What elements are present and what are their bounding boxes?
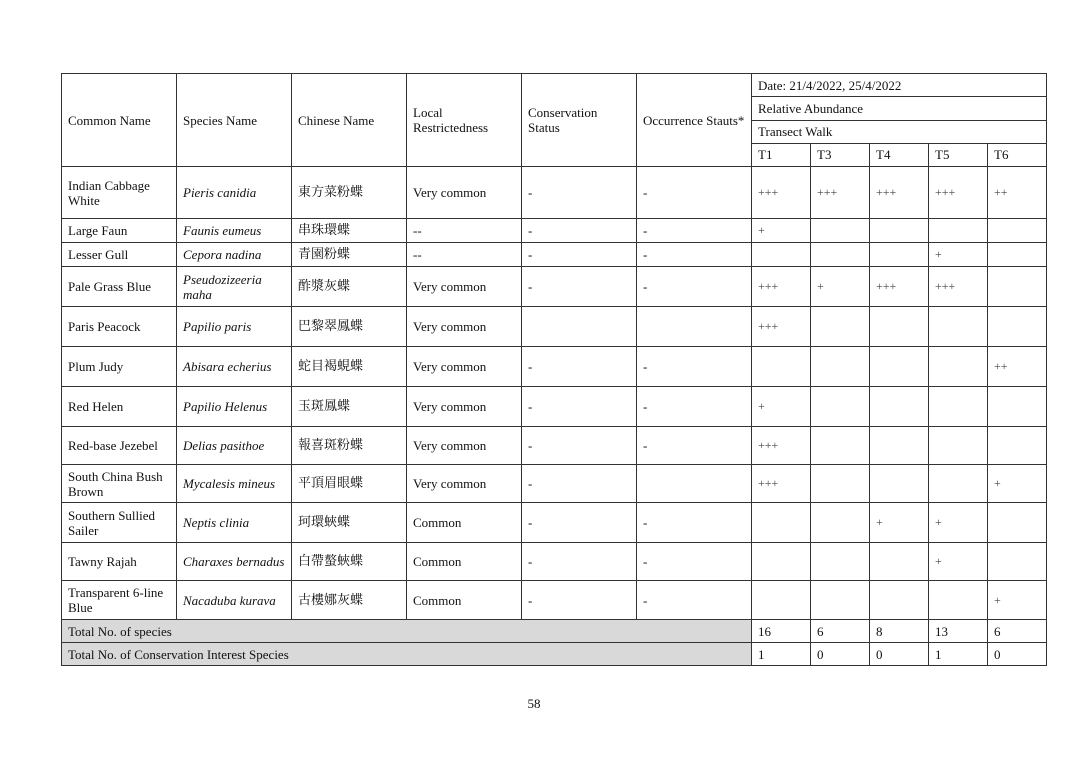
table-row — [62, 465, 1047, 503]
abundance-cell — [752, 581, 811, 620]
local-restrictedness-cell: Common — [407, 543, 522, 581]
local-restrictedness-cell: Very common — [407, 167, 522, 219]
abundance-cell: + — [929, 503, 988, 543]
total-species-row — [62, 620, 1047, 643]
page-number: 58 — [527, 696, 541, 711]
conservation-status-cell: - — [522, 267, 637, 307]
local-restrictedness-cell: Common — [407, 503, 522, 543]
abundance-cell — [752, 543, 811, 581]
abundance-cell — [870, 465, 929, 503]
local-restrictedness-cell: Very common — [407, 465, 522, 503]
conservation-status-cell: - — [522, 219, 637, 243]
chinese-name-cell: 古樓娜灰蝶 — [292, 581, 407, 620]
chinese-name-cell: 白帶螯蛺蝶 — [292, 543, 407, 581]
local-restrictedness-cell: Very common — [407, 427, 522, 465]
abundance-cell: +++ — [870, 267, 929, 307]
chinese-name-cell: 蛇目褐蜆蝶 — [292, 347, 407, 387]
chinese-name-cell: 酢漿灰蝶 — [292, 267, 407, 307]
total-conservation-row-value: 0 — [811, 643, 870, 666]
species-name-cell: Faunis eumeus — [177, 219, 292, 243]
species-name-cell: Charaxes bernadus — [177, 543, 292, 581]
local-restrictedness-cell: Very common — [407, 347, 522, 387]
header-relative-abundance: Relative Abundance — [752, 97, 1047, 120]
abundance-cell — [811, 427, 870, 465]
total-species-row-label: Total No. of species — [62, 620, 752, 643]
abundance-cell — [811, 465, 870, 503]
table-row — [62, 427, 1047, 465]
occurrence-status-cell: - — [637, 267, 752, 307]
chinese-name-cell: 報喜斑粉蝶 — [292, 427, 407, 465]
common-name-cell: Tawny Rajah — [62, 543, 177, 581]
common-name-cell: Plum Judy — [62, 347, 177, 387]
conservation-status-cell: - — [522, 347, 637, 387]
species-name-cell: Nacaduba kurava — [177, 581, 292, 620]
abundance-cell: + — [929, 543, 988, 581]
header-transect-t3: T3 — [811, 143, 870, 166]
header-survey-date: Date: 21/4/2022, 25/4/2022 — [752, 74, 1047, 97]
abundance-cell — [811, 219, 870, 243]
total-conservation-row-label: Total No. of Conservation Interest Species — [62, 643, 752, 666]
table-row — [62, 219, 1047, 243]
abundance-cell — [811, 307, 870, 347]
occurrence-status-cell: - — [637, 347, 752, 387]
local-restrictedness-cell: Very common — [407, 267, 522, 307]
occurrence-status-cell: - — [637, 427, 752, 465]
total-conservation-row-value: 0 — [870, 643, 929, 666]
local-restrictedness-cell: Common — [407, 581, 522, 620]
abundance-cell — [988, 267, 1047, 307]
occurrence-status-cell — [637, 465, 752, 503]
chinese-name-cell: 青園粉蝶 — [292, 243, 407, 267]
abundance-cell — [929, 219, 988, 243]
abundance-cell: + — [988, 465, 1047, 503]
abundance-cell — [752, 243, 811, 267]
species-name-cell: Papilio paris — [177, 307, 292, 347]
abundance-cell — [870, 219, 929, 243]
chinese-name-cell: 玉斑鳳蝶 — [292, 387, 407, 427]
occurrence-status-cell: - — [637, 543, 752, 581]
local-restrictedness-cell: Very common — [407, 307, 522, 347]
conservation-status-cell: - — [522, 387, 637, 427]
common-name-cell: Indian Cabbage White — [62, 167, 177, 219]
total-conservation-row-value: 1 — [752, 643, 811, 666]
abundance-cell — [870, 543, 929, 581]
abundance-cell: +++ — [752, 167, 811, 219]
abundance-cell — [870, 387, 929, 427]
total-species-row-value: 6 — [811, 620, 870, 643]
common-name-cell: South China Bush Brown — [62, 465, 177, 503]
abundance-cell — [870, 427, 929, 465]
abundance-cell — [811, 581, 870, 620]
chinese-name-cell: 串珠環蝶 — [292, 219, 407, 243]
conservation-status-cell: - — [522, 427, 637, 465]
local-restrictedness-cell: Very common — [407, 387, 522, 427]
occurrence-status-cell: - — [637, 167, 752, 219]
abundance-cell: + — [929, 243, 988, 267]
conservation-status-cell — [522, 307, 637, 347]
occurrence-status-cell: - — [637, 581, 752, 620]
abundance-cell — [929, 427, 988, 465]
local-restrictedness-cell: -- — [407, 219, 522, 243]
abundance-cell: +++ — [752, 307, 811, 347]
occurrence-status-cell: - — [637, 219, 752, 243]
common-name-cell: Large Faun — [62, 219, 177, 243]
header-transect-t6: T6 — [988, 143, 1047, 166]
abundance-cell — [988, 243, 1047, 267]
common-name-cell: Lesser Gull — [62, 243, 177, 267]
abundance-cell: + — [752, 387, 811, 427]
conservation-status-cell: - — [522, 465, 637, 503]
header-transect-t5: T5 — [929, 143, 988, 166]
header-transect-t4: T4 — [870, 143, 929, 166]
abundance-cell — [811, 347, 870, 387]
table-row — [62, 167, 1047, 219]
abundance-cell — [929, 387, 988, 427]
common-name-cell: Red-base Jezebel — [62, 427, 177, 465]
abundance-cell — [929, 307, 988, 347]
chinese-name-cell: 東方菜粉蝶 — [292, 167, 407, 219]
abundance-cell: ++ — [988, 167, 1047, 219]
total-conservation-row-value: 0 — [988, 643, 1047, 666]
total-species-row-value: 6 — [988, 620, 1047, 643]
abundance-cell — [988, 503, 1047, 543]
table-row — [62, 267, 1047, 307]
conservation-status-cell: - — [522, 243, 637, 267]
abundance-cell — [811, 543, 870, 581]
conservation-status-cell: - — [522, 581, 637, 620]
total-species-row-value: 13 — [929, 620, 988, 643]
abundance-cell: +++ — [811, 167, 870, 219]
common-name-cell: Southern Sullied Sailer — [62, 503, 177, 543]
header-transect-walk: Transect Walk — [752, 120, 1047, 143]
abundance-cell — [752, 503, 811, 543]
header-conservation-status: Conservation Status — [522, 74, 637, 167]
header-common-name: Common Name — [62, 74, 177, 167]
abundance-cell — [988, 307, 1047, 347]
abundance-cell — [870, 347, 929, 387]
chinese-name-cell: 平頂眉眼蝶 — [292, 465, 407, 503]
abundance-cell — [929, 347, 988, 387]
total-conservation-row — [62, 643, 1047, 666]
common-name-cell: Transparent 6-line Blue — [62, 581, 177, 620]
abundance-cell — [811, 503, 870, 543]
species-name-cell: Pseudozizeeria maha — [177, 267, 292, 307]
header-occurrence-status: Occurrence Stauts* — [637, 74, 752, 167]
butterfly-survey-table — [61, 73, 1047, 666]
abundance-cell: + — [811, 267, 870, 307]
species-name-cell: Cepora nadina — [177, 243, 292, 267]
table-row — [62, 243, 1047, 267]
total-species-row-value: 16 — [752, 620, 811, 643]
abundance-cell: ++ — [988, 347, 1047, 387]
abundance-cell — [870, 243, 929, 267]
occurrence-status-cell: - — [637, 503, 752, 543]
abundance-cell — [988, 543, 1047, 581]
species-name-cell: Delias pasithoe — [177, 427, 292, 465]
abundance-cell — [988, 427, 1047, 465]
local-restrictedness-cell: -- — [407, 243, 522, 267]
abundance-cell: +++ — [752, 267, 811, 307]
header-local-restrictedness: Local Restrictedness — [407, 74, 522, 167]
species-name-cell: Papilio Helenus — [177, 387, 292, 427]
abundance-cell: +++ — [929, 267, 988, 307]
species-name-cell: Mycalesis mineus — [177, 465, 292, 503]
abundance-cell: + — [988, 581, 1047, 620]
abundance-cell: +++ — [752, 465, 811, 503]
abundance-cell — [988, 219, 1047, 243]
header-chinese-name: Chinese Name — [292, 74, 407, 167]
abundance-cell — [929, 581, 988, 620]
table-row — [62, 307, 1047, 347]
conservation-status-cell: - — [522, 167, 637, 219]
species-name-cell: Pieris canidia — [177, 167, 292, 219]
abundance-cell — [752, 347, 811, 387]
table-row — [62, 387, 1047, 427]
total-conservation-row-value: 1 — [929, 643, 988, 666]
occurrence-status-cell: - — [637, 243, 752, 267]
conservation-status-cell: - — [522, 543, 637, 581]
abundance-cell: + — [752, 219, 811, 243]
total-species-row-value: 8 — [870, 620, 929, 643]
table-row — [62, 581, 1047, 620]
abundance-cell: +++ — [870, 167, 929, 219]
table-row — [62, 543, 1047, 581]
abundance-cell — [870, 307, 929, 347]
header-species-name: Species Name — [177, 74, 292, 167]
table-row — [62, 347, 1047, 387]
occurrence-status-cell: - — [637, 387, 752, 427]
common-name-cell: Pale Grass Blue — [62, 267, 177, 307]
table-row — [62, 503, 1047, 543]
abundance-cell — [811, 243, 870, 267]
occurrence-status-cell — [637, 307, 752, 347]
header-transect-t1: T1 — [752, 143, 811, 166]
species-name-cell: Neptis clinia — [177, 503, 292, 543]
abundance-cell — [929, 465, 988, 503]
abundance-cell: +++ — [752, 427, 811, 465]
chinese-name-cell: 巴黎翠鳳蝶 — [292, 307, 407, 347]
abundance-cell: + — [870, 503, 929, 543]
abundance-cell — [870, 581, 929, 620]
conservation-status-cell: - — [522, 503, 637, 543]
abundance-cell — [988, 387, 1047, 427]
species-name-cell: Abisara echerius — [177, 347, 292, 387]
header-row-date — [62, 74, 1047, 97]
abundance-cell — [811, 387, 870, 427]
chinese-name-cell: 珂環蛺蝶 — [292, 503, 407, 543]
common-name-cell: Red Helen — [62, 387, 177, 427]
abundance-cell: +++ — [929, 167, 988, 219]
common-name-cell: Paris Peacock — [62, 307, 177, 347]
